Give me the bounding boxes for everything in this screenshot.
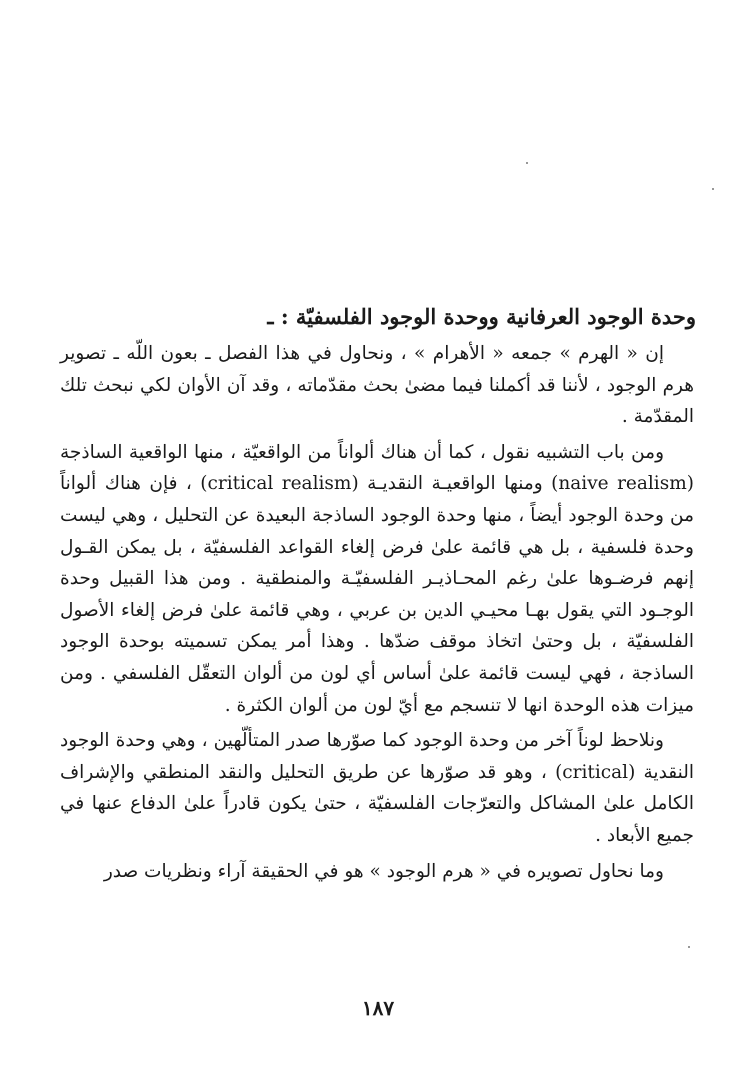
page-number: ١٨٧ bbox=[361, 996, 395, 1020]
paragraph: إن « الهرم » جمعه « الأهرام » ، ونحاول في هذا الفصل ـ بعون اللّه ـ تصوير هرم الوجود ، لأننا قد أكملنا فيما مضىٰ بحث مقدّماته ، وقد آن الأوان لكي نبحث تلك المقدّمة . bbox=[60, 343, 694, 428]
scan-speck bbox=[712, 188, 714, 190]
paragraph: ومن باب التشبيه نقول ، كما أن هناك ألواناً من الواقعيّة ، منها الواقعية الساذجة (naive realism) ومنها الواقعيـة النقديـة (critical realism) ، فإن هناك ألواناً من وحدة الوجود أيضاً ، منها وحدة الوجود الساذجة البعيدة عن التحليل ، وهي ليست وحدة فلسفية ، بل هي قائمة علىٰ فرض إلغاء القواعد الفلسفيّة ، بل يمكن القـول إنهم فرضـوها علىٰ رغم المحـاذيـر الفلسفيّـة والمنطقية . ومن هذا القبيل وحدة الوجـود التي يقول بهـا محيـي الدين بن عربي ، وهي قائمة علىٰ فرض إلغاء الأصول الفلسفيّة ، بل وحتىٰ اتخاذ موقف ضدّها . وهذا أمر يمكن تسميته بوحدة الوجود الساذجة ، فهي ليست قائمة علىٰ أساس أي لون من ألوان التعقّل الفلسفي . ومن ميزات هذه الوحدة انها لا تنسجم مع أيّ لون من ألوان الكثرة . bbox=[60, 441, 694, 716]
body-text bbox=[60, 338, 694, 891]
scan-speck bbox=[688, 946, 690, 948]
paragraph: ونلاحظ لوناً آخر من وحدة الوجود كما صوّرها صدر المتألّهين ، وهي وحدة الوجود النقدية (critical) ، وهو قد صوّرها عن طريق التحليل والنقد المنطقي والإشراف الكامل علىٰ المشاكل والتعرّجات الفلسفيّة ، حتىٰ يكون قادراً علىٰ الدفاع عنها في جميع الأبعاد . bbox=[60, 730, 694, 846]
section-heading: وحدة الوجود العرفانية ووحدة الوجود الفلسفيّة : ـ bbox=[267, 304, 696, 329]
paragraph: وما نحاول تصويره في « هرم الوجود » هو في الحقيقة آراء ونظريات صدر bbox=[103, 860, 664, 882]
scan-speck bbox=[526, 162, 528, 164]
